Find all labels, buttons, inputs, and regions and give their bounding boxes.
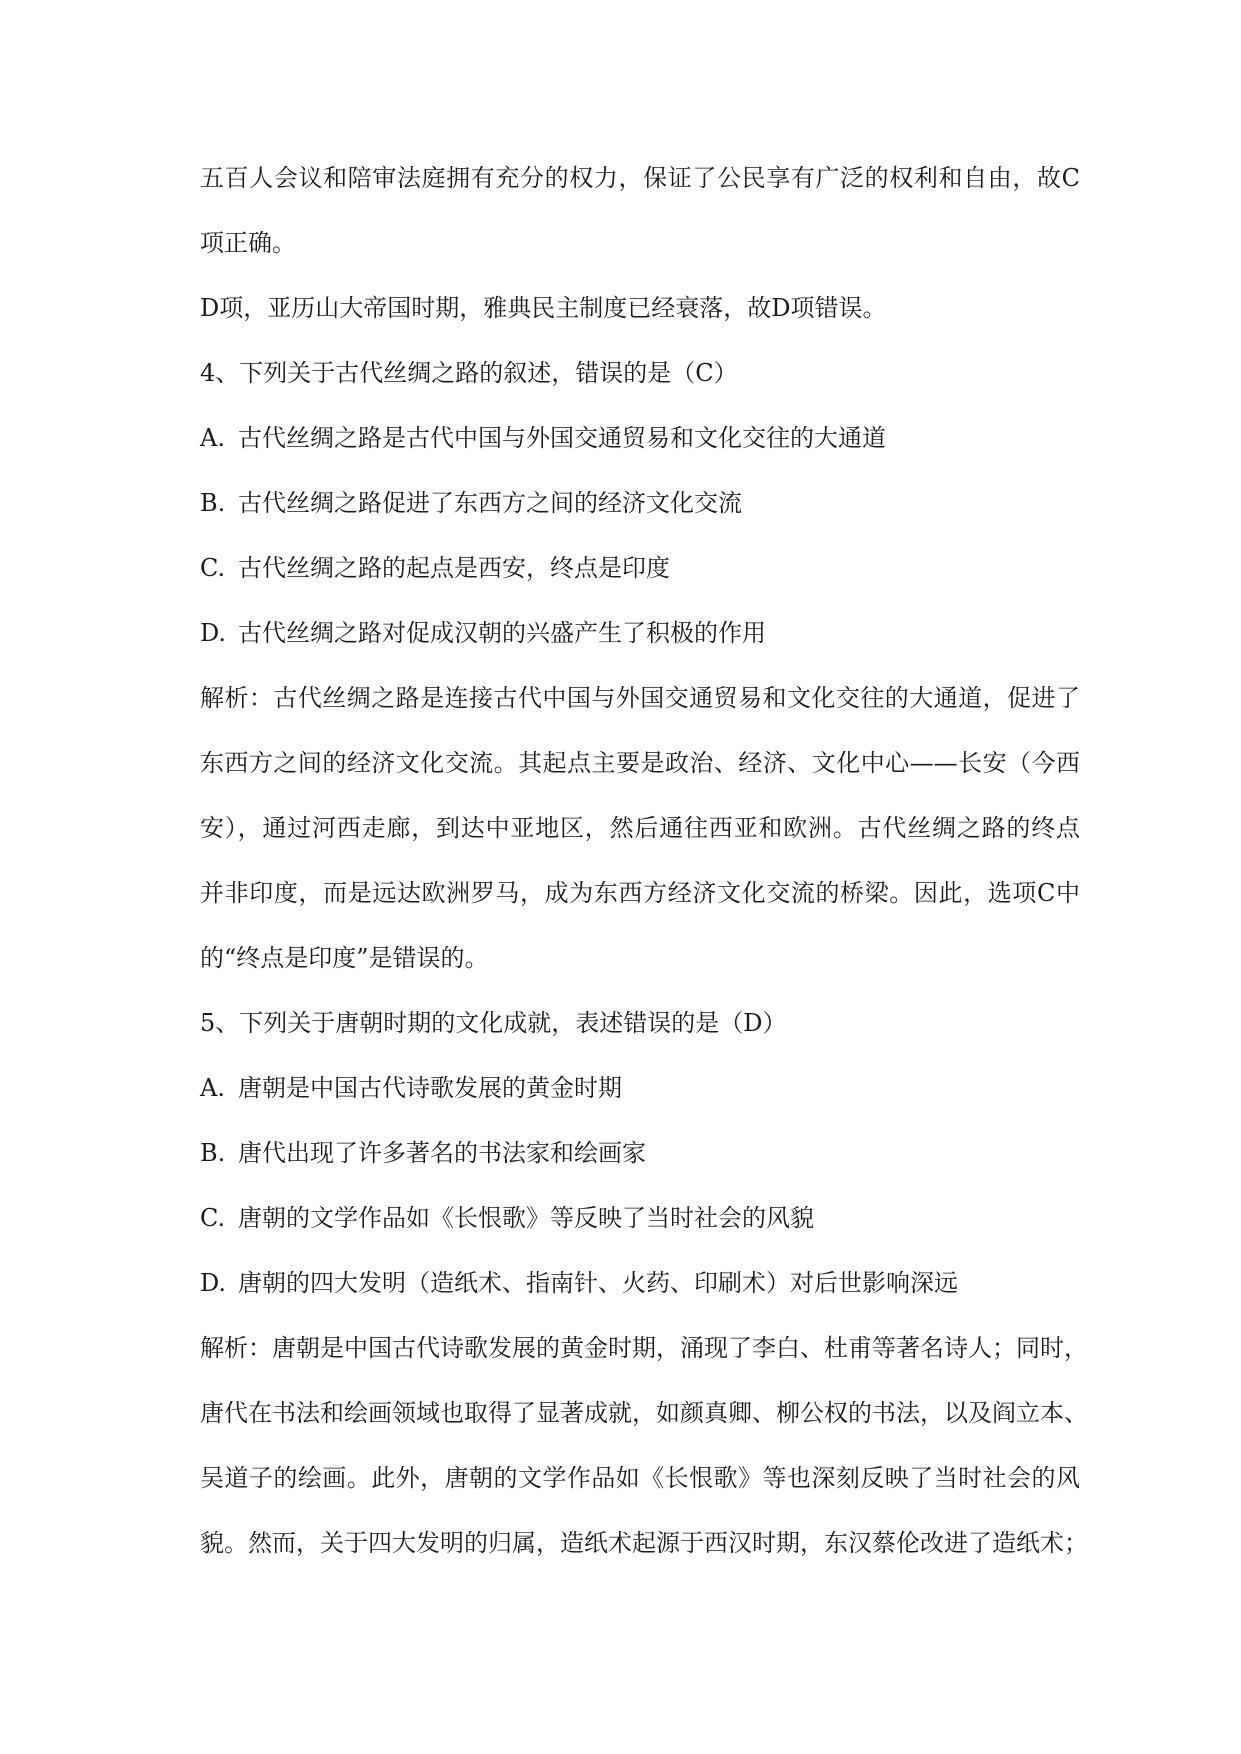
question-5-analysis-line: 吴道子的绘画。此外，唐朝的文学作品如《长恨歌》等也深刻反映了当时社会的风 [200,1464,1080,1492]
option-label: C. [200,554,226,582]
question-5-option-d [200,1251,1090,1316]
question-4-option-c [200,536,1090,601]
option-text: 唐朝是中国古代诗歌发展的黄金时期 [238,1074,622,1102]
option-text: 唐朝的文学作品如《长恨歌》等反映了当时社会的风貌 [238,1204,814,1232]
prev-answer-line-2: 项正确。 [200,229,296,257]
question-5-stem: 5、下列关于唐朝时期的文化成就，表述错误的是（D） [200,1009,787,1037]
option-label: A. [200,1074,225,1102]
option-label: D. [200,619,227,647]
question-5-analysis-line: 解析：唐朝是中国古代诗歌发展的黄金时期，涌现了李白、杜甫等著名诗人；同时， [200,1334,1088,1362]
option-label: C. [200,1204,226,1232]
option-label: B. [200,489,226,517]
option-text: 唐朝的四大发明（造纸术、指南针、火药、印刷术）对后世影响深远 [238,1269,958,1297]
document-body [200,146,1090,1576]
option-label: B. [200,1139,226,1167]
question-4-analysis-line: 东西方之间的经济文化交流。其起点主要是政治、经济、文化中心——长安（今西 [200,749,1080,777]
question-5-analysis-line: 唐代在书法和绘画领域也取得了显著成就，如颜真卿、柳公权的书法，以及阎立本、 [200,1399,1088,1427]
prev-answer-line-3: D项，亚历山大帝国时期，雅典民主制度已经衰落，故D项错误。 [200,294,887,322]
question-4-option-d [200,601,1090,666]
option-text: 古代丝绸之路是古代中国与外国交通贸易和文化交往的大通道 [238,424,886,452]
question-5-option-c [200,1186,1090,1251]
option-text: 古代丝绸之路促进了东西方之间的经济文化交流 [238,489,742,517]
question-5-analysis-line: 貌。然而，关于四大发明的归属，造纸术起源于西汉时期，东汉蔡伦改进了造纸术； [200,1529,1088,1557]
question-4-analysis-line: 并非印度，而是远达欧洲罗马，成为东西方经济文化交流的桥梁。因此，选项C中 [200,879,1080,907]
option-text: 唐代出现了许多著名的书法家和绘画家 [238,1139,646,1167]
option-label: A. [200,424,225,452]
option-text: 古代丝绸之路的起点是西安，终点是印度 [238,554,670,582]
option-label: D. [200,1269,227,1297]
question-4-option-b [200,471,1090,536]
question-4-analysis-line: 解析：古代丝绸之路是连接古代中国与外国交通贸易和文化交往的大通道，促进了 [200,684,1080,712]
question-5-option-b [200,1121,1090,1186]
prev-answer-line-1: 五百人会议和陪审法庭拥有充分的权力，保证了公民享有广泛的权利和自由，故C [200,164,1080,192]
question-5-option-a [200,1056,1090,1121]
question-4-option-a [200,406,1090,471]
option-text: 古代丝绸之路对促成汉朝的兴盛产生了积极的作用 [238,619,766,647]
question-4-stem: 4、下列关于古代丝绸之路的叙述，错误的是（C） [200,359,738,387]
question-4-analysis-line: 安），通过河西走廊，到达中亚地区，然后通往西亚和欧洲。古代丝绸之路的终点 [200,814,1080,842]
question-4-analysis-line: 的“终点是印度”是错误的。 [200,944,489,972]
